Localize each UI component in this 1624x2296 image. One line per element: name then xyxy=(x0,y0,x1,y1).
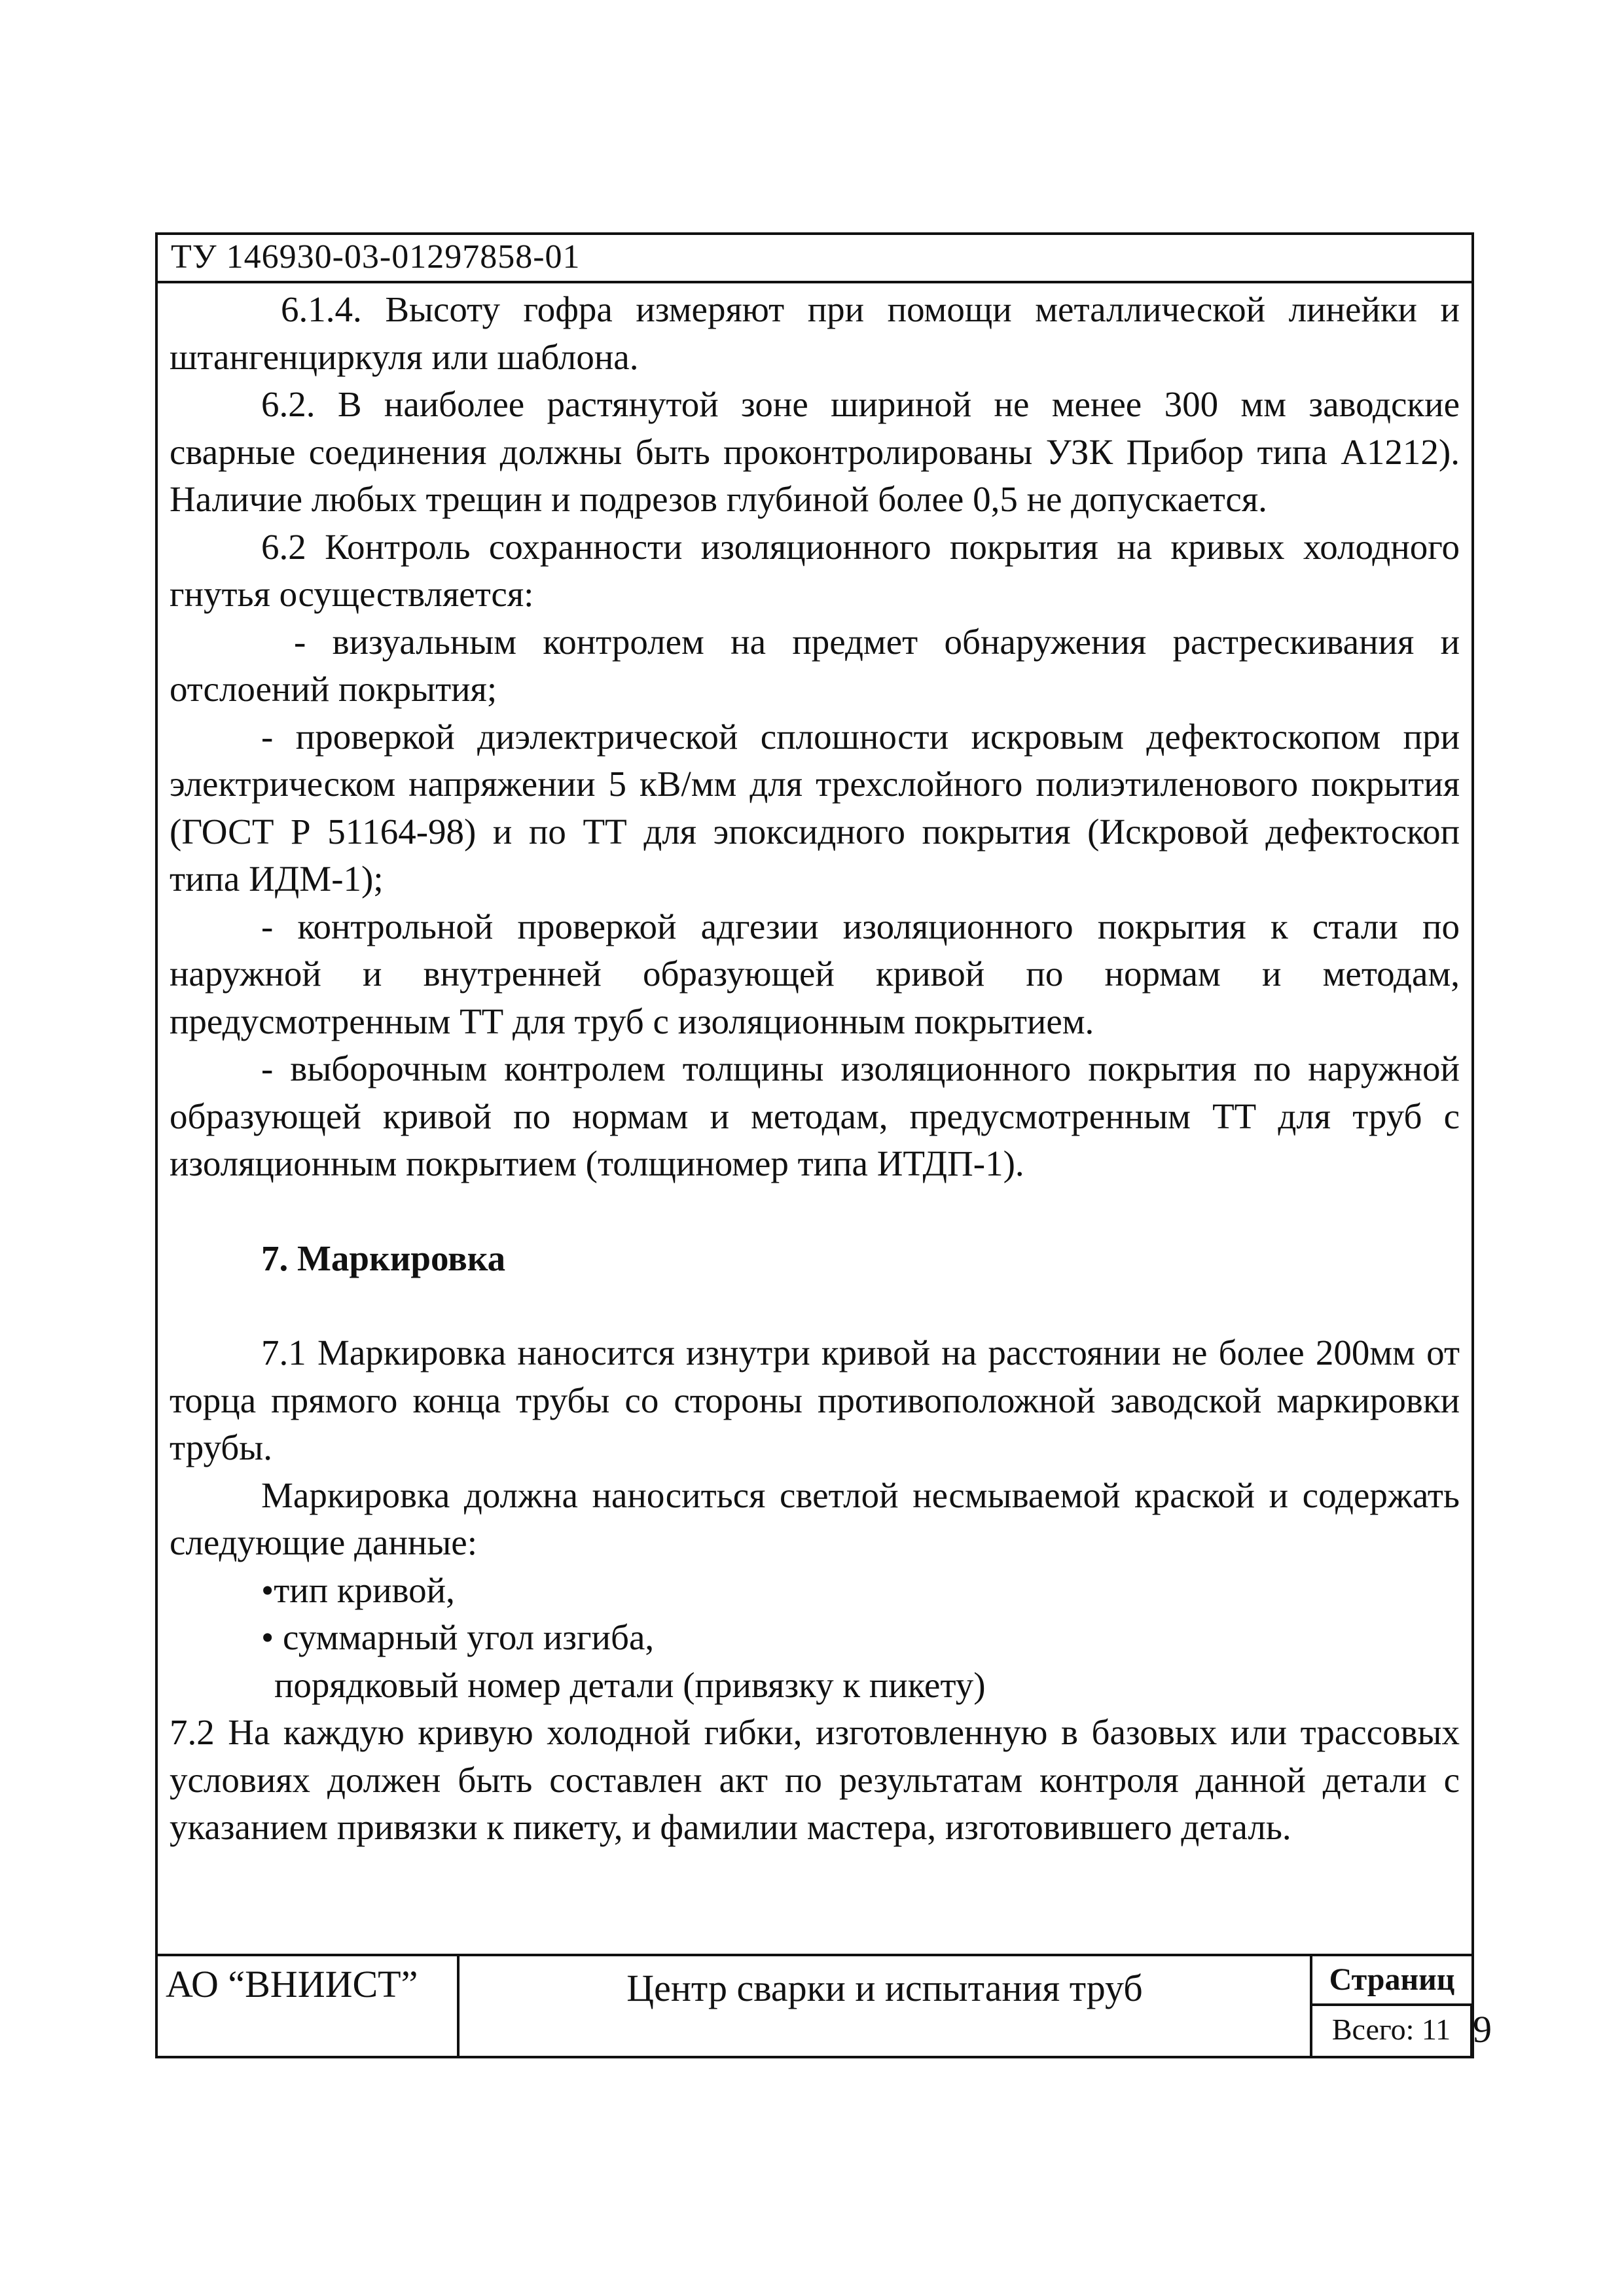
list-item-dielectric-check: - проверкой диэлектрической сплошности искровым дефектоскопом при электрическом напряжении 5 кВ/мм для трехслойного полиэтиленового покрытия (ГОСТ Р 51164-98) и по ТТ для эпоксидного покрытия (Искровой дефектоскоп типа ИДМ-1); xyxy=(170,716,1460,899)
list-item-thickness-control: - выборочным контролем толщины изоляционного покрытия по наружной образующей кривой по нормам и методам, предусмотренным ТТ для труб с изоляционным покрытием (толщиномер типа ИТДП-1). xyxy=(170,1049,1460,1183)
document-code: ТУ 146930-03-01297858-01 xyxy=(171,238,581,276)
paragraph-7-1-data: Маркировка должна наноситься светлой несмываемой краской и содержать следующие данные: xyxy=(170,1475,1460,1562)
pages-label: Страниц xyxy=(1312,1956,1471,2006)
section-7-heading: 7. Маркировка xyxy=(261,1238,506,1278)
list-item-part-number: порядковый номер детали (привязку к пикету) xyxy=(274,1664,986,1705)
paragraph-6-1-4: 6.1.4. Высоту гофра измеряют при помощи металлической линейки и штангенциркуля или шаблона. xyxy=(170,289,1460,377)
document-body xyxy=(170,286,1460,1852)
paragraph-7-2: 7.2 На каждую кривую холодной гибки, изготовленную в базовых или трассовых условиях должен быть составлен акт по результатам контроля данной детали с указанием привязки к пикету, и фамилии мастера, изготовившего деталь. xyxy=(170,1712,1460,1847)
document-frame xyxy=(155,232,1492,2058)
department-name: Центр сварки и испытания труб xyxy=(460,1956,1312,2056)
header-divider xyxy=(158,281,1471,283)
paragraph-6-2-coating-control: 6.2 Контроль сохранности изоляционного покрытия на кривых холодного гнутья осуществляется: xyxy=(170,526,1460,614)
spacer xyxy=(170,1282,1460,1329)
list-item-visual-control: - визуальным контролем на предмет обнаружения растрескивания и отслоений покрытия; xyxy=(170,621,1460,709)
paragraph-6-2-weld-control: 6.2. В наиболее растянутой зоне шириной не менее 300 мм заводские сварные соединения должны быть проконтролированы УЗК Прибор типа А1212). Наличие любых трещин и подрезов глубиной более 0,5 не допускается. xyxy=(170,384,1460,519)
paragraph-7-1: 7.1 Маркировка наносится изнутри кривой на расстоянии не более 200мм от торца прямого конца трубы со стороны противоположной заводской маркировки трубы. xyxy=(170,1333,1460,1467)
list-item-bend-angle: • суммарный угол изгиба, xyxy=(261,1617,655,1657)
organization-name: АО “ВНИИСТ” xyxy=(158,1956,460,2056)
title-block: АО “ВНИИСТ” Центр сварки и испытания труб Страниц Всего: 11 9 xyxy=(158,1954,1471,2056)
list-item-curve-type: •тип кривой, xyxy=(261,1570,455,1610)
list-item-adhesion-check: - контрольной проверкой адгезии изоляционного покрытия к стали по наружной и внутренней образующей кривой по нормам и методам, предусмотренным ТТ для труб с изоляционным покрытием. xyxy=(170,906,1460,1041)
spacer xyxy=(170,1188,1460,1235)
total-pages: Всего: 11 xyxy=(1312,2006,1473,2056)
